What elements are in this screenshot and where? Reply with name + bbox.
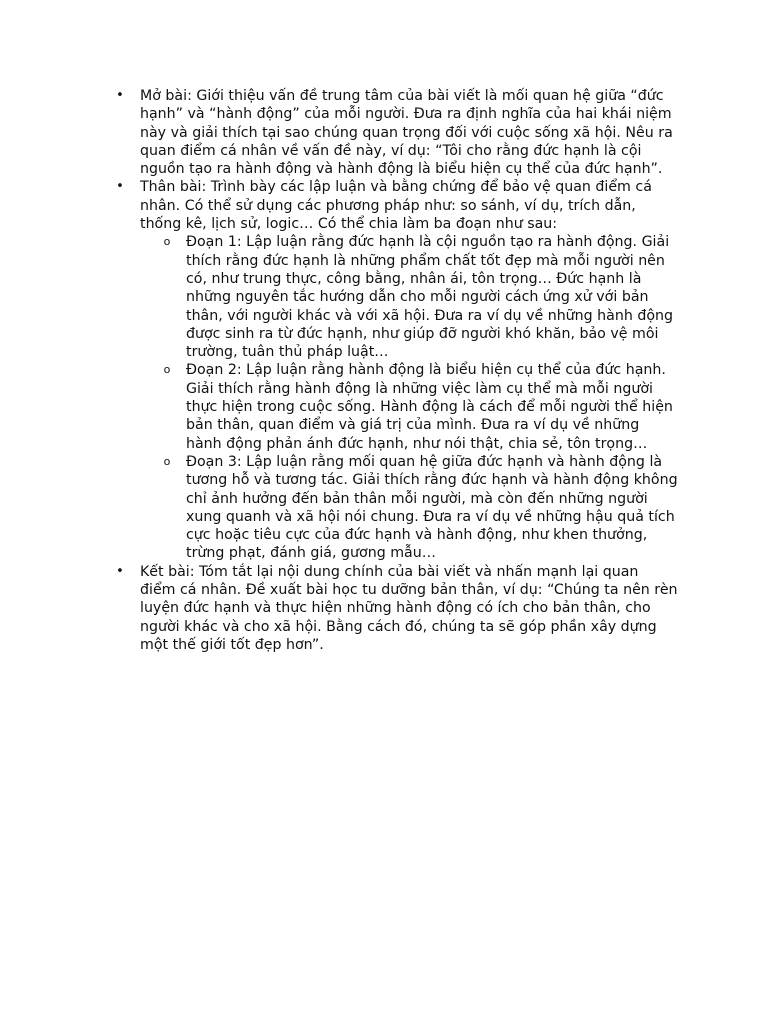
sub-bullet-marker: o <box>163 454 171 468</box>
list-item-than-bai <box>116 178 678 562</box>
sub-list-item-doan-3 <box>163 453 678 563</box>
sub-bullet-marker: o <box>163 363 171 377</box>
document-body <box>116 87 678 654</box>
doan-1-text: Đoạn 1: Lập luận rằng đức hạnh là cội nguồn tạo ra hành động. Giải thích rằng đức hạnh là những phẩm chất tốt đẹp mà mỗi người nên có, như trung thực, công bằng, nhân ái, tôn trọng… Đức hạnh là những nguyên tắc hướng dẫn cho mỗi người cách ứng xử với bản thân, với người khác và với xã hội. Đưa ra ví dụ về những hành động được sinh ra từ đức hạnh, như giúp đỡ người khó khăn, bảo vệ môi trường, tuân thủ pháp luật… <box>186 234 674 361</box>
sub-list-item-doan-1 <box>163 233 678 361</box>
ket-bai-text: Kết bài: Tóm tắt lại nội dung chính của bài viết và nhấn mạnh lại quan điểm cá nhân. Đề xuất bài học tu dưỡng bản thân, ví dụ: “Chúng ta nên rèn luyện đức hạnh và thực hiện những hành động có ích cho bản thân, cho người khác và cho xã hội. Bằng cách đó, chúng ta sẽ góp phần xây dựng một thế giới tốt đẹp hơn”. <box>140 563 678 653</box>
bullet-marker: • <box>116 179 124 195</box>
doan-2-text: Đoạn 2: Lập luận rằng hành động là biểu hiện cụ thể của đức hạnh. Giải thích rằng hành động là những việc làm cụ thể mà mỗi người thực hiện trong cuộc sống. Hành động là cách để mỗi người thể hiện bản thân, quan điểm và giá trị của mình. Đưa ra ví dụ về những hành động phản ánh đức hạnh, như nói thật, chia sẻ, tôn trọng… <box>186 362 673 452</box>
list-item-mo-bai <box>116 87 678 178</box>
than-bai-text: Thân bài: Trình bày các lập luận và bằng chứng để bảo vệ quan điểm cá nhân. Có thể sử dụng các phương pháp như: so sánh, ví dụ, trích dẫn, thống kê, lịch sử, logic… Có thể chia làm ba đoạn như sau: <box>140 179 652 233</box>
sub-list-item-doan-2 <box>163 361 678 452</box>
mo-bai-text: Mở bài: Giới thiệu vấn đề trung tâm của bài viết là mối quan hệ giữa “đức hạnh” và “hành động” của mỗi người. Đưa ra định nghĩa của hai khái niệm này và giải thích tại sao chúng quan trọng đối với cuộc sống xã hội. Nêu ra quan điểm cá nhân về vấn đề này, ví dụ: “Tôi cho rằng đức hạnh là cội nguồn tạo ra hành động và hành động là biểu hiện cụ thể của đức hạnh”. <box>140 88 673 178</box>
sub-outline-list <box>140 233 678 562</box>
bullet-marker: • <box>116 563 124 579</box>
doan-3-text: Đoạn 3: Lập luận rằng mối quan hệ giữa đức hạnh và hành động là tương hỗ và tương tác. Giải thích rằng đức hạnh và hành động không chỉ ảnh hưởng đến bản thân mỗi người, mà còn đến những người xung quanh và xã hội nói chung. Đưa ra ví dụ về những hậu quả tích cực hoặc tiêu cực của đức hạnh và hành động, như khen thưởng, trừng phạt, đánh giá, gương mẫu… <box>186 453 678 562</box>
sub-bullet-marker: o <box>163 235 171 249</box>
outline-list <box>116 87 678 654</box>
bullet-marker: • <box>116 88 124 103</box>
list-item-ket-bai <box>116 563 678 654</box>
